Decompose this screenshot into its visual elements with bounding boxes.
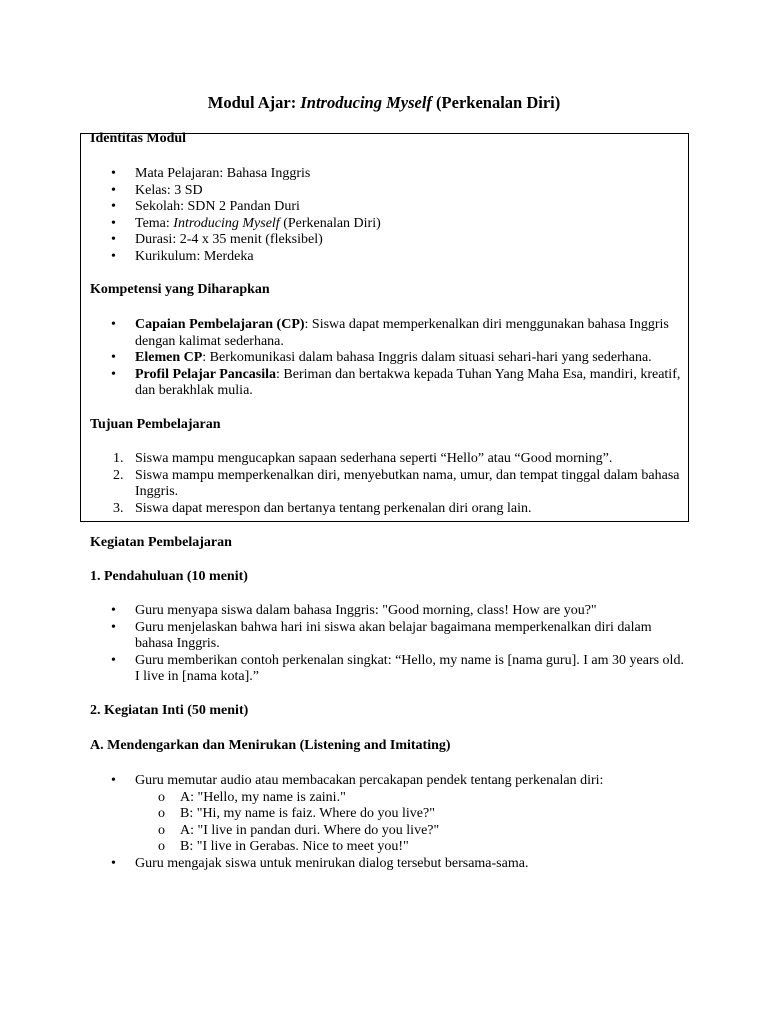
item-label: Elemen CP — [135, 350, 203, 365]
inti-list — [91, 773, 685, 872]
tema-suffix: (Perkenalan Diri) — [279, 215, 381, 231]
item-text: : Siswa dapat memperkenalkan diri menggunakan bahasa Inggris dengan kalimat sederhana. — [135, 317, 669, 349]
list-item: • Mata Pelajaran: Bahasa Inggris — [91, 166, 651, 183]
list-item: • Guru menyapa siswa dalam bahasa Inggris: "Good morning, class! How are you?" — [91, 603, 685, 620]
list-item-tema — [91, 216, 651, 233]
inti-sub-heading: A. Mendengarkan dan Menirukan (Listening and Imitating) — [90, 738, 451, 753]
item-text: Siswa dapat merespon dan bertanya tentang perkenalan diri orang lain. — [135, 500, 532, 516]
dialog-line: o B: "Hi, my name is faiz. Where do you live?" — [135, 806, 685, 823]
identitas-heading: Identitas Modul — [90, 131, 187, 146]
list-item: • Guru mengajak siswa untuk menirukan dialog tersebut bersama-sama. — [91, 856, 685, 873]
item-label: Capaian Pembelajaran (CP) — [135, 317, 305, 332]
list-item: • Durasi: 2-4 x 35 menit (fleksibel) — [91, 232, 651, 249]
title-suffix: (Perkenalan Diri) — [431, 93, 561, 112]
list-item — [91, 451, 685, 468]
title-prefix: Modul Ajar: — [207, 93, 301, 112]
item-text: : Beriman dan bertakwa kepada Tuhan Yang Maha Esa, mandiri, kreatif, dan berakhlak mulia. — [135, 366, 681, 398]
item-text: Siswa mampu memperkenalkan diri, menyebutkan nama, umur, dan tempat tinggal dalam bahasa Inggris. — [135, 467, 680, 499]
list-item — [91, 350, 685, 367]
dialog-line: o A: "Hello, my name is zaini." — [135, 790, 685, 807]
dialog-list — [135, 790, 685, 856]
list-item: • Kelas: 3 SD — [91, 183, 651, 200]
identitas-list — [91, 166, 651, 265]
tema-prefix: Tema: — [135, 215, 174, 231]
list-item: • Kurikulum: Merdeka — [91, 249, 651, 266]
list-item: • Sekolah: SDN 2 Pandan Duri — [91, 199, 651, 216]
list-item — [91, 501, 685, 518]
inti-heading: 2. Kegiatan Inti (50 menit) — [90, 703, 249, 718]
item-label: Profil Pelajar Pancasila — [135, 366, 277, 382]
tujuan-list — [91, 451, 685, 517]
pendahuluan-heading: 1. Pendahuluan (10 menit) — [90, 569, 248, 584]
title-italic: Introducing Myself — [300, 93, 432, 112]
item-number: 2. — [113, 467, 124, 483]
list-item: • Guru memberikan contoh perkenalan singkat: “Hello, my name is [nama guru]. I am 30 years old. I live in [nama kota].” — [91, 653, 685, 686]
item-text: : Berkomunikasi dalam bahasa Inggris dalam situasi sehari-hari yang sederhana. — [202, 350, 652, 365]
kompetensi-heading: Kompetensi yang Diharapkan — [90, 282, 270, 297]
pendahuluan-list — [91, 603, 685, 686]
tujuan-heading: Tujuan Pembelajaran — [90, 417, 221, 432]
tema-italic: Introducing Myself — [173, 215, 280, 231]
list-item — [91, 367, 685, 400]
item-number: 3. — [113, 500, 124, 516]
item-text: Siswa mampu mengucapkan sapaan sederhana seperti “Hello” atau “Good morning”. — [135, 451, 613, 466]
kompetensi-list — [91, 317, 685, 400]
list-item: • Guru menjelaskan bahwa hari ini siswa akan belajar bagaimana memperkenalkan diri dalam bahasa Inggris. — [91, 620, 685, 653]
kegiatan-heading: Kegiatan Pembelajaran — [90, 535, 232, 550]
list-item — [91, 317, 685, 350]
audio-item-text: Guru memutar audio atau membacakan percakapan pendek tentang perkenalan diri: — [135, 773, 604, 788]
list-item — [91, 773, 685, 856]
dialog-line: o A: "I live in pandan duri. Where do you live?" — [135, 823, 685, 840]
item-number: 1. — [113, 451, 124, 466]
dialog-line: o B: "I live in Gerabas. Nice to meet you!" — [135, 839, 685, 856]
list-item — [91, 468, 685, 501]
page-title — [0, 93, 768, 113]
